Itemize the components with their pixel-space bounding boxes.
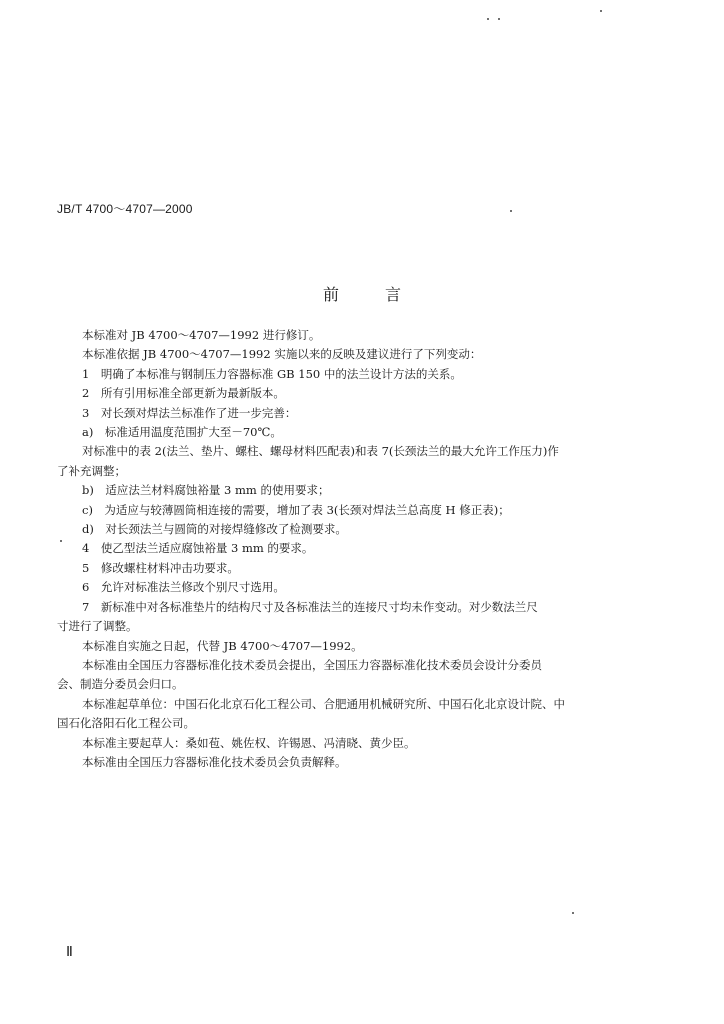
paragraph-line: 3 对长颈对焊法兰标准作了进一步完善： [82, 405, 297, 420]
paragraph-line: 了补充调整； [57, 463, 126, 478]
paragraph-line: 2 所有引用标准全部更新为最新版本。 [82, 386, 285, 401]
scan-speck [487, 18, 489, 20]
paragraph-line: 会、制造分委员会归口。 [57, 677, 184, 692]
scan-speck [572, 912, 574, 914]
page-title: 前言 [322, 285, 447, 304]
paragraph-line: 1 明确了本标准与钢制压力容器标准 GB 150 中的法兰设计方法的关系。 [82, 366, 462, 381]
paragraph-line: 国石化洛阳石化工程公司。 [57, 716, 195, 731]
paragraph-line: 寸进行了调整。 [57, 619, 138, 634]
scan-speck [498, 18, 500, 20]
paragraph-line: 4 使乙型法兰适应腐蚀裕量 3 mm 的要求。 [82, 541, 314, 556]
paragraph-line: 本标准起草单位：中国石化北京石化工程公司、合肥通用机械研究所、中国石化北京设计院、中 [82, 696, 565, 711]
scan-speck [600, 10, 602, 12]
paragraph-line: 7 新标准中对各标准垫片的结构尺寸及各标准法兰的连接尺寸均未作变动。对少数法兰尺 [82, 599, 538, 614]
paragraph-line: c) 为适应与较薄圆筒相连接的需要，增加了表 3(长颈对焊法兰总高度 H 修正表)； [82, 502, 510, 517]
paragraph-line: 本标准依据 JB 4700～4707—1992 实施以来的反映及建议进行了下列变动： [82, 347, 482, 362]
standard-code: JB/T 4700～4707—2000 [57, 202, 193, 216]
paragraph-line: 5 修改螺柱材料冲击功要求。 [82, 560, 239, 575]
scan-speck [60, 540, 62, 542]
paragraph-line: d) 对长颈法兰与圆筒的对接焊缝修改了检测要求。 [82, 522, 347, 537]
paragraph-line: a) 标准适用温度范围扩大至－70℃。 [82, 425, 282, 440]
paragraph-line: 本标准由全国压力容器标准化技术委员会提出，全国压力容器标准化技术委员会设计分委员 [82, 657, 542, 672]
paragraph-line: 本标准自实施之日起，代替 JB 4700～4707—1992。 [82, 638, 363, 653]
paragraph-line: 对标准中的表 2(法兰、垫片、螺柱、螺母材料匹配表)和表 7(长颈法兰的最大允许工作压力)作 [82, 444, 559, 459]
scan-speck [510, 210, 512, 212]
page-number: Ⅱ [66, 945, 73, 960]
paragraph-line: 6 允许对标准法兰修改个别尺寸选用。 [82, 580, 285, 595]
paragraph-line: 本标准对 JB 4700～4707—1992 进行修订。 [82, 328, 321, 342]
paragraph-line: 本标准主要起草人：桑如苞、姚佐权、许锡恩、冯清晓、黄少臣。 [82, 735, 416, 750]
paragraph-line: 本标准由全国压力容器标准化技术委员会负责解释。 [82, 754, 347, 769]
preface-body [57, 326, 602, 772]
paragraph-line: b) 适应法兰材料腐蚀裕量 3 mm 的使用要求； [82, 483, 330, 498]
